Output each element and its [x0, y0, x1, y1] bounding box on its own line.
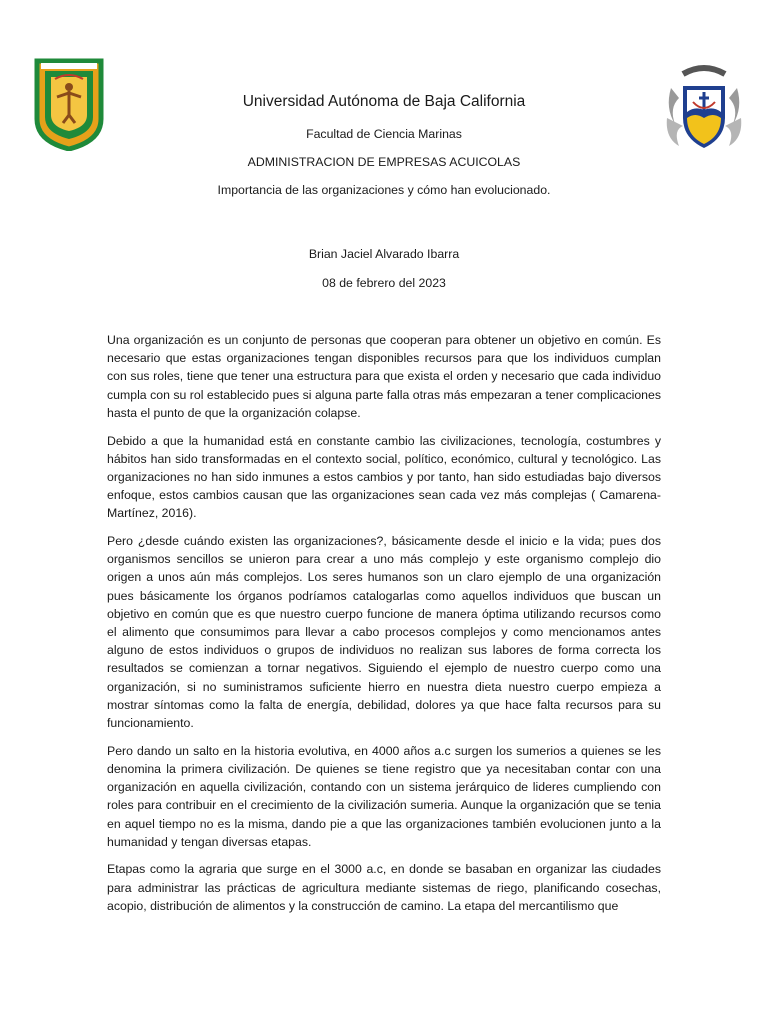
ciencias-marinas-logo — [663, 58, 745, 158]
document-body — [107, 331, 661, 925]
paragraph: Etapas como la agraria que surge en el 3000 a.c, en donde se basaban en organizar las ciudades para administrar las prácticas de agricultura mediante sistemas de riego, planificando cosechas, acopio, distribución de alimentos y la construcción de camino. La etapa del mercantilismo que — [107, 862, 661, 913]
uabc-logo — [33, 57, 105, 151]
author-name: Brian Jaciel Alvarado Ibarra — [308, 247, 460, 261]
faculty-name: Facultad de Ciencia Marinas — [306, 127, 462, 141]
paragraph: Pero dando un salto en la historia evolutiva, en 4000 años a.c surgen los sumerios a quienes se les denomina la primera civilización. De quienes se tiene registro que ya necesitaban contar con una organización en aquella civilización, contando con un sistema jerárquico de lideres cumpliendo con roles para contribuir en el crecimiento de la civilización sumeria. Aunque la organización que se tenia en aquel tiempo no es la misma, dando pie a que las organizaciones también evolucionen junto a la humanidad y tengan diversas etapas. — [107, 743, 661, 849]
document-header — [120, 92, 648, 291]
paragraph: Pero ¿desde cuándo existen las organizaciones?, básicamente desde el inicio e la vida; pues dos organismos sencillos se unieron para crear a uno más complejo y este organismo complejo dio origen a unos aún más complejos. Los seres humanos son un claro ejemplo de una organización pues básicamente los órganos podríamos catalogarlas como aquellos individuos que buscan un objetivo en común que es que nuestro cuerpo funcione de manera óptima utilizando recursos como el alimento que consumimos para llevar a cabo procesos complejos y como mencionamos antes alguno de estos individuos o grupos de individuos no realizan sus labores de forma correcta los resultados se comienzan a tornar negativos. Siguiendo el ejemplo de nuestro cuerpo como una organización, si no suministramos suficiente hierro en nuestra dieta nuestro cuerpo empieza a mostrar síntomas como la falta de energía, debilidad, dolores ya que hace falta recursos para su funcionamiento. — [107, 534, 661, 731]
document-topic: Importancia de las organizaciones y cómo han evolucionado. — [217, 183, 551, 197]
university-name: Universidad Autónoma de Baja California — [242, 93, 526, 110]
paragraph: Debido a que la humanidad está en constante cambio las civilizaciones, tecnología, costumbres y hábitos han sido transformadas en el contexto social, político, económico, cultural y tecnológico. Las organizaciones no han sido inmunes a estos cambios y por tanto, han sido estudiadas bajo diversos enfoque, estos cambios causan que las organizaciones sean cada vez más complejas ( Camarena- Martínez, 2016). — [107, 433, 661, 521]
document-date: 08 de febrero del 2023 — [322, 276, 446, 290]
course-name: ADMINISTRACION DE EMPRESAS ACUICOLAS — [247, 155, 521, 169]
paragraph: Una organización es un conjunto de personas que cooperan para obtener un objetivo en común. Es necesario que estas organizaciones tengan disponibles recursos para que los individuos cumplan con sus roles, tiene que tener una estructura para que exista el orden y necesario que cada individuo cumpla con su rol establecido pues si alguna parte falla otras más empezaran a tener complicaciones hasta el punto de que la organización colapse. — [107, 333, 661, 420]
